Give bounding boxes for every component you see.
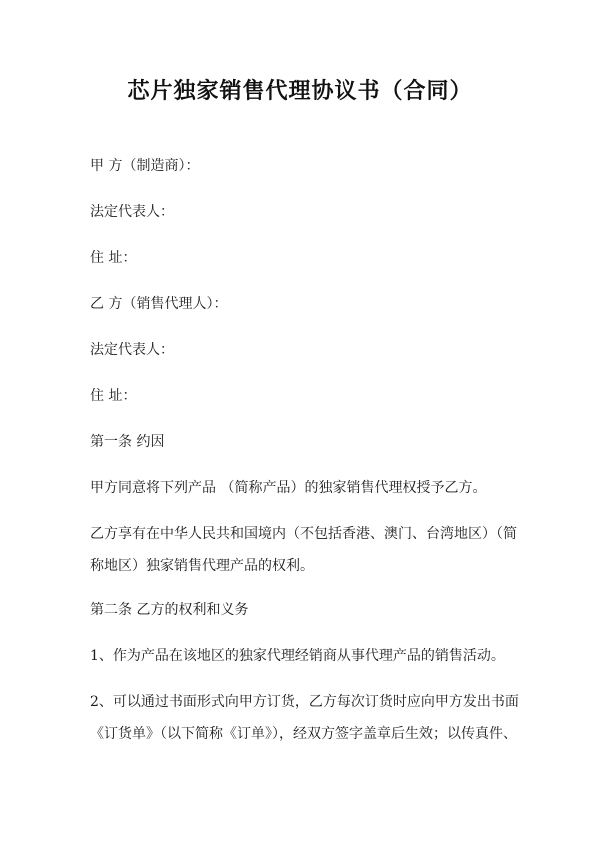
article-1-paragraph-2-line-2: 称地区）独家销售代理产品的权利。 <box>90 558 314 574</box>
party-b-address: 住 址： <box>90 388 137 404</box>
article-2-clause-1: 1、作为产品在该地区的独家代理经销商从事代理产品的销售活动。 <box>90 648 505 664</box>
party-b-legal-representative: 法定代表人： <box>90 342 174 358</box>
party-a-legal-representative: 法定代表人： <box>90 204 174 220</box>
article-1-paragraph-2-line-1: 乙方享有在中华人民共和国境内（不包括香港、澳门、台湾地区）（简 <box>90 526 517 542</box>
document-title: 芯片独家销售代理协议书（合同） <box>127 79 473 104</box>
article-1-heading: 第一条 约因 <box>90 434 165 450</box>
party-a-address: 住 址： <box>90 250 137 266</box>
article-2-clause-2-line-1: 2、可以通过书面形式向甲方订货，乙方每次订货时应向甲方发出书面 <box>90 694 519 710</box>
article-2-clause-2-line-2: 《订货单》（以下简称《订单》），经双方签字盖章后生效；以传真件、 <box>90 726 517 742</box>
article-2-heading: 第二条 乙方的权利和义务 <box>90 602 249 618</box>
party-a-manufacturer: 甲 方（制造商）： <box>90 158 200 174</box>
party-b-sales-agent: 乙 方（销售代理人）： <box>90 296 228 312</box>
article-1-paragraph-1: 甲方同意将下列产品 （简称产品）的独家销售代理权授予乙方。 <box>90 480 487 496</box>
